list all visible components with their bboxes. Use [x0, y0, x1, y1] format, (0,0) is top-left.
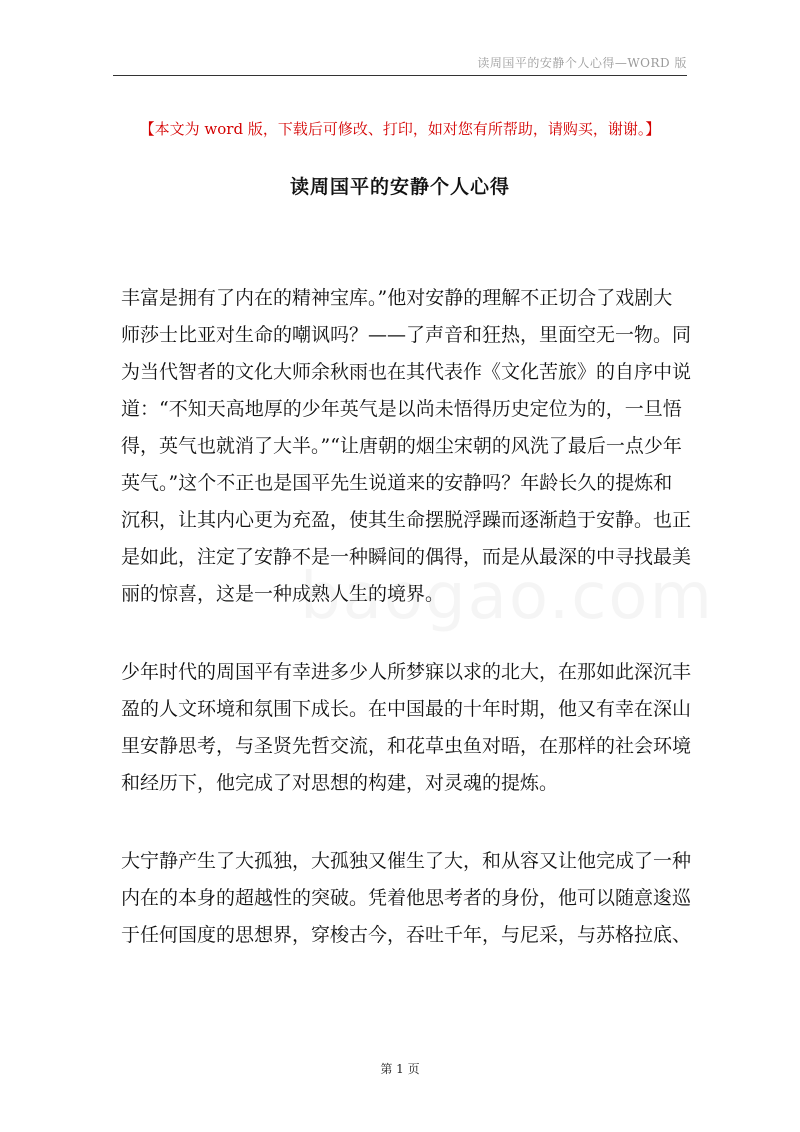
text-line: 和经历下，他完成了对思想的构建，对灵魂的提炼。 [121, 772, 559, 794]
text-line: 于任何国度的思想界，穿梭古今，吞吐千年，与尼采，与苏格拉底、 [121, 924, 692, 946]
text-line: 道：“不知天高地厚的少年英气是以尚未悟得历史定位为的，一旦悟 [121, 398, 682, 420]
text-line: 得，英气也就消了大半。”“让唐朝的烟尘宋朝的风洗了最后一点少年 [121, 435, 682, 457]
text-line: 内在的本身的超越性的突破。凭着他思考者的身份，他可以随意逡巡 [121, 887, 692, 909]
text-line: 大宁静产生了大孤独，大孤独又催生了大，和从容又让他完成了一种 [121, 850, 692, 872]
header-divider [113, 75, 687, 76]
text-line: 盈的人文环境和氛围下成长。在中国最的十年时期，他又有幸在深山 [121, 698, 692, 720]
running-header: 读周国平的安静个人心得—WORD 版 [477, 56, 687, 70]
paragraph [121, 654, 692, 802]
text-line: 师莎士比亚对生命的嘲讽吗？——了声音和狂热，里面空无一物。同 [121, 324, 692, 346]
text-line: 丽的惊喜，这是一种成熟人生的境界。 [121, 583, 445, 605]
page-number: 第 1 页 [380, 1062, 420, 1076]
paragraph [121, 843, 692, 954]
purchase-notice: 【本文为 word 版，下载后可修改、打印，如对您有所帮助，请购买，谢谢。】 [139, 120, 661, 138]
text-line: 里安静思考，与圣贤先哲交流，和花草虫鱼对晤，在那样的社会环境 [121, 735, 692, 757]
document-title: 读周国平的安静个人心得 [289, 176, 510, 198]
paragraph [121, 280, 692, 613]
text-line: 英气。”这个不正也是国平先生说道来的安静吗？年龄长久的提炼和 [121, 472, 673, 494]
text-line: 少年时代的周国平有幸进多少人所梦寐以求的北大，在那如此深沉丰 [121, 661, 692, 683]
text-line: 沉积，让其内心更为充盈，使其生命摆脱浮躁而逐渐趋于安静。也正 [121, 509, 692, 531]
text-line: 丰富是拥有了内在的精神宝库。”他对安静的理解不正切合了戏剧大 [121, 287, 673, 309]
text-line: 是如此，注定了安静不是一种瞬间的偶得，而是从最深的中寻找最美 [121, 546, 692, 568]
document-body [121, 280, 692, 995]
text-line: 为当代智者的文化大师余秋雨也在其代表作《文化苦旅》的自序中说 [121, 361, 692, 383]
